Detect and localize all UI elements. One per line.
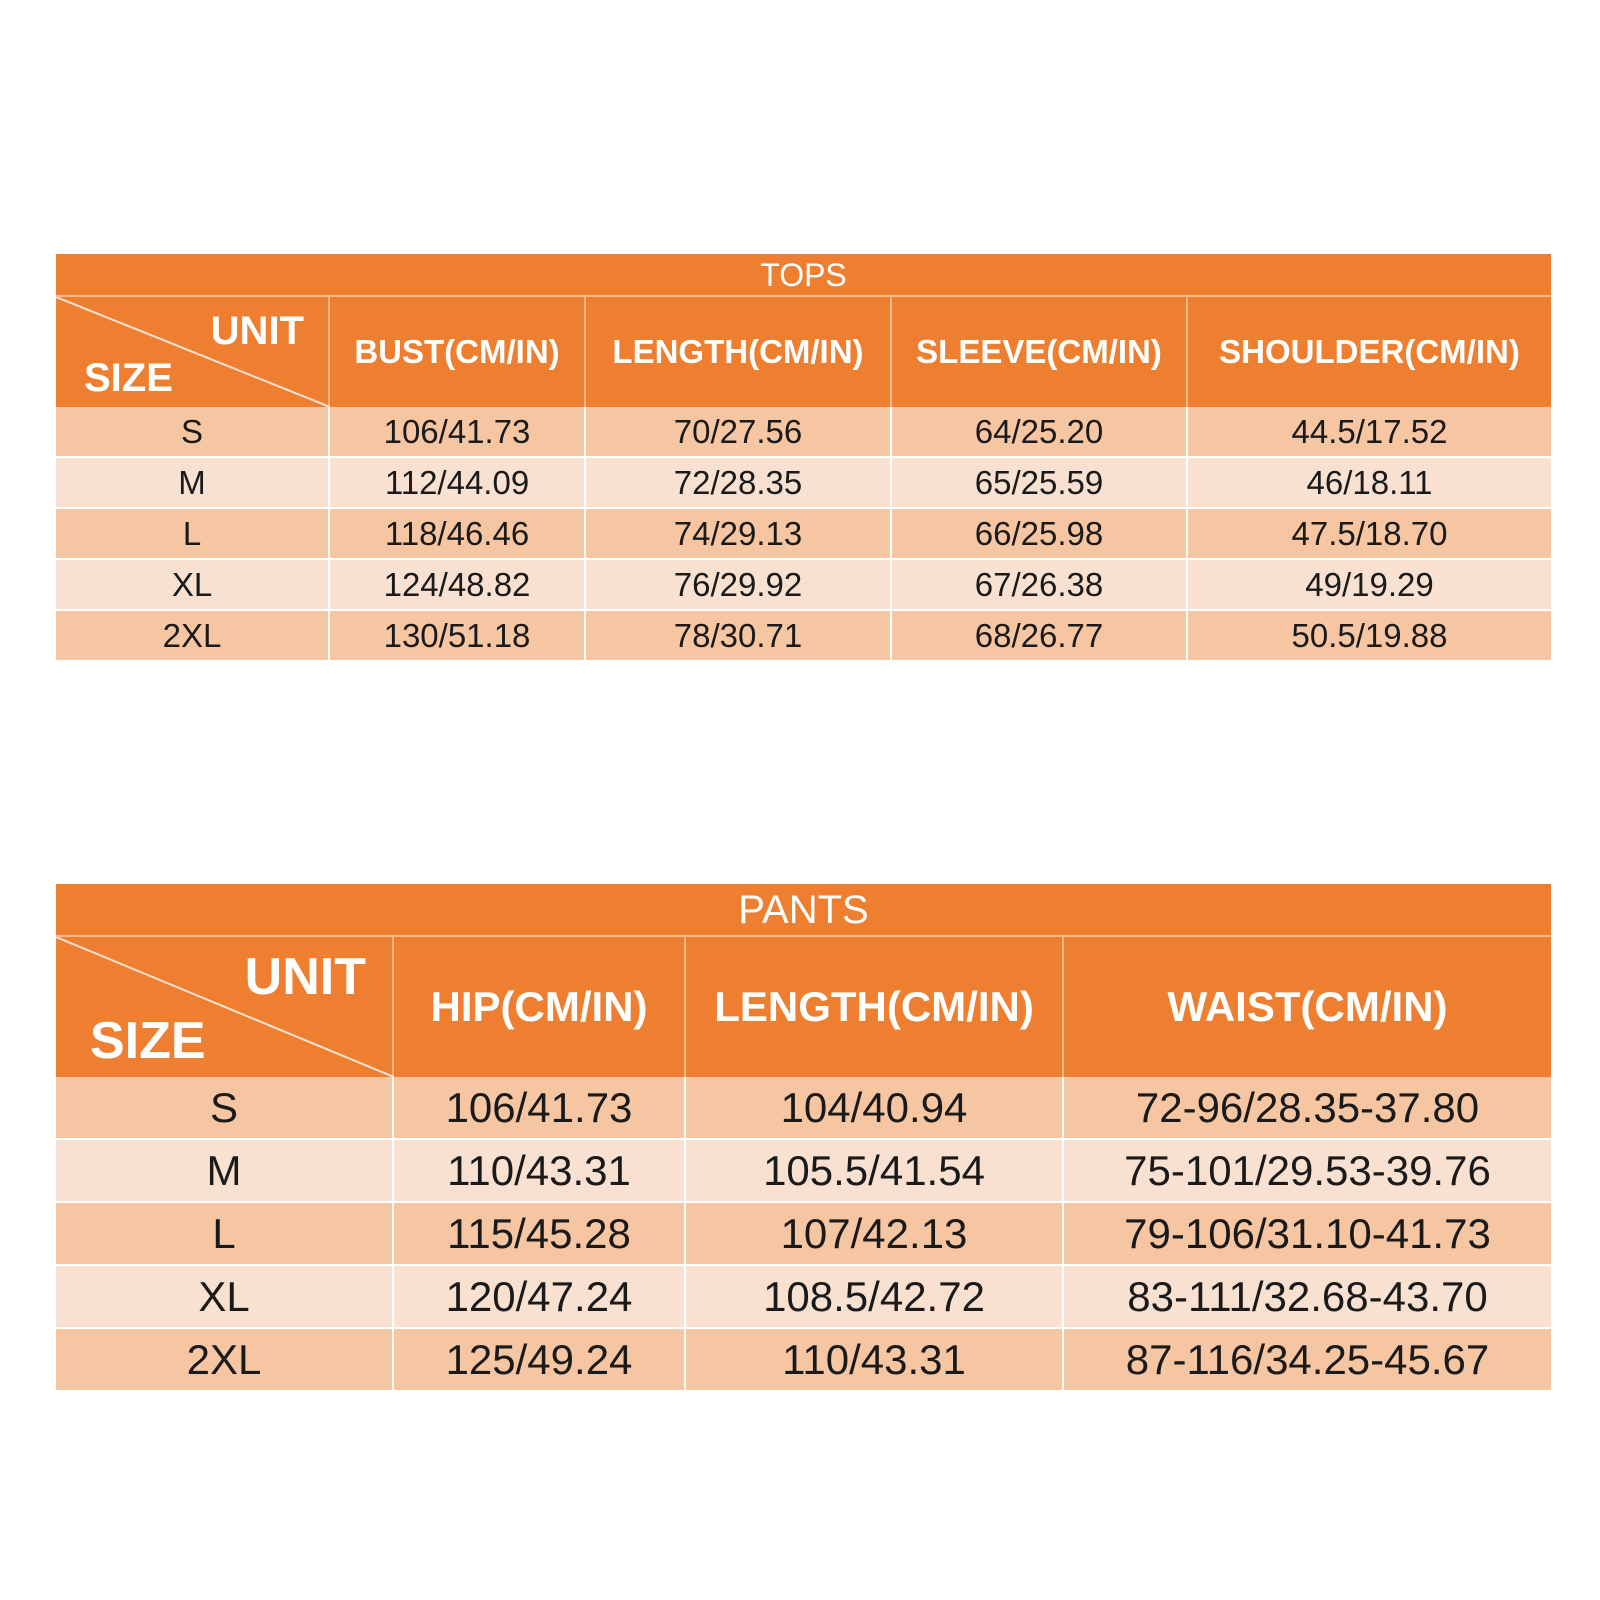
table-row bbox=[56, 560, 1551, 611]
table-row bbox=[56, 1266, 1551, 1329]
pants-corner-cell bbox=[56, 937, 394, 1077]
table-row bbox=[56, 1329, 1551, 1390]
bust-cell: 112/44.09 bbox=[330, 458, 586, 507]
length-cell: 72/28.35 bbox=[586, 458, 892, 507]
size-cell: XL bbox=[56, 1266, 394, 1327]
tops-table-title: TOPS bbox=[56, 254, 1551, 297]
waist-cell: 72-96/28.35-37.80 bbox=[1135, 1083, 1480, 1131]
pants-header-length: LENGTH(CM/IN) bbox=[686, 937, 1064, 1077]
length-cell: 76/29.92 bbox=[586, 560, 892, 609]
waist-cell: 79-106/31.10-41.73 bbox=[1124, 1209, 1491, 1257]
pants-header-hip: HIP(CM/IN) bbox=[394, 937, 686, 1077]
sleeve-cell: 66/25.98 bbox=[892, 509, 1188, 558]
length-cell: 110/43.31 bbox=[686, 1329, 1064, 1390]
shoulder-cell: 46/18.11 bbox=[1306, 463, 1433, 501]
bust-cell: 118/46.46 bbox=[330, 509, 586, 558]
table-row bbox=[56, 509, 1551, 560]
size-cell: S bbox=[56, 1077, 394, 1138]
hip-cell: 115/45.28 bbox=[394, 1203, 686, 1264]
tops-header-bust: BUST(CM/IN) bbox=[330, 297, 586, 407]
length-cell: 104/40.94 bbox=[686, 1077, 1064, 1138]
tops-corner-cell bbox=[56, 297, 330, 407]
length-cell: 74/29.13 bbox=[586, 509, 892, 558]
tops-header-length: LENGTH(CM/IN) bbox=[586, 297, 892, 407]
size-cell: XL bbox=[56, 560, 330, 609]
shoulder-cell: 44.5/17.52 bbox=[1291, 412, 1448, 450]
waist-cell: 75-101/29.53-39.76 bbox=[1124, 1146, 1491, 1194]
length-cell: 108.5/42.72 bbox=[686, 1266, 1064, 1327]
shoulder-cell: 49/19.29 bbox=[1305, 565, 1434, 603]
pants-corner-size-label: SIZE bbox=[90, 1012, 206, 1070]
hip-cell: 106/41.73 bbox=[394, 1077, 686, 1138]
tops-header-row bbox=[56, 297, 1551, 407]
hip-cell: 125/49.24 bbox=[394, 1329, 686, 1390]
size-cell: L bbox=[56, 509, 330, 558]
tops-corner-size-label: SIZE bbox=[84, 356, 173, 400]
pants-header-row bbox=[56, 937, 1551, 1077]
table-row bbox=[56, 458, 1551, 509]
table-row bbox=[56, 407, 1551, 458]
hip-cell: 110/43.31 bbox=[394, 1140, 686, 1201]
size-cell: L bbox=[56, 1203, 394, 1264]
table-row bbox=[56, 1140, 1551, 1203]
sleeve-cell: 68/26.77 bbox=[892, 611, 1188, 660]
size-cell: 2XL bbox=[56, 611, 330, 660]
shoulder-cell: 50.5/19.88 bbox=[1291, 616, 1448, 654]
table-row bbox=[56, 1203, 1551, 1266]
shoulder-cell: 47.5/18.70 bbox=[1291, 514, 1448, 552]
pants-size-table bbox=[56, 884, 1551, 1390]
table-row bbox=[56, 611, 1551, 660]
bust-cell: 124/48.82 bbox=[330, 560, 586, 609]
length-cell: 107/42.13 bbox=[686, 1203, 1064, 1264]
size-cell: M bbox=[56, 458, 330, 507]
pants-table-title: PANTS bbox=[56, 884, 1551, 937]
waist-cell: 83-111/32.68-43.70 bbox=[1127, 1272, 1488, 1320]
sleeve-cell: 64/25.20 bbox=[892, 407, 1188, 456]
pants-corner-unit-label: UNIT bbox=[244, 948, 366, 1006]
tops-size-table bbox=[56, 254, 1551, 660]
sleeve-cell: 67/26.38 bbox=[892, 560, 1188, 609]
length-cell: 70/27.56 bbox=[586, 407, 892, 456]
tops-header-sleeve: SLEEVE(CM/IN) bbox=[892, 297, 1188, 407]
hip-cell: 120/47.24 bbox=[394, 1266, 686, 1327]
length-cell: 78/30.71 bbox=[586, 611, 892, 660]
bust-cell: 106/41.73 bbox=[330, 407, 586, 456]
size-cell: M bbox=[56, 1140, 394, 1201]
waist-cell: 87-116/34.25-45.67 bbox=[1125, 1335, 1490, 1383]
sleeve-cell: 65/25.59 bbox=[892, 458, 1188, 507]
size-cell: S bbox=[56, 407, 330, 456]
tops-header-shoulder: SHOULDER(CM/IN) bbox=[1219, 333, 1520, 370]
pants-header-waist: WAIST(CM/IN) bbox=[1167, 983, 1448, 1030]
table-row bbox=[56, 1077, 1551, 1140]
tops-corner-unit-label: UNIT bbox=[210, 309, 304, 353]
size-cell: 2XL bbox=[56, 1329, 394, 1390]
bust-cell: 130/51.18 bbox=[330, 611, 586, 660]
length-cell: 105.5/41.54 bbox=[686, 1140, 1064, 1201]
